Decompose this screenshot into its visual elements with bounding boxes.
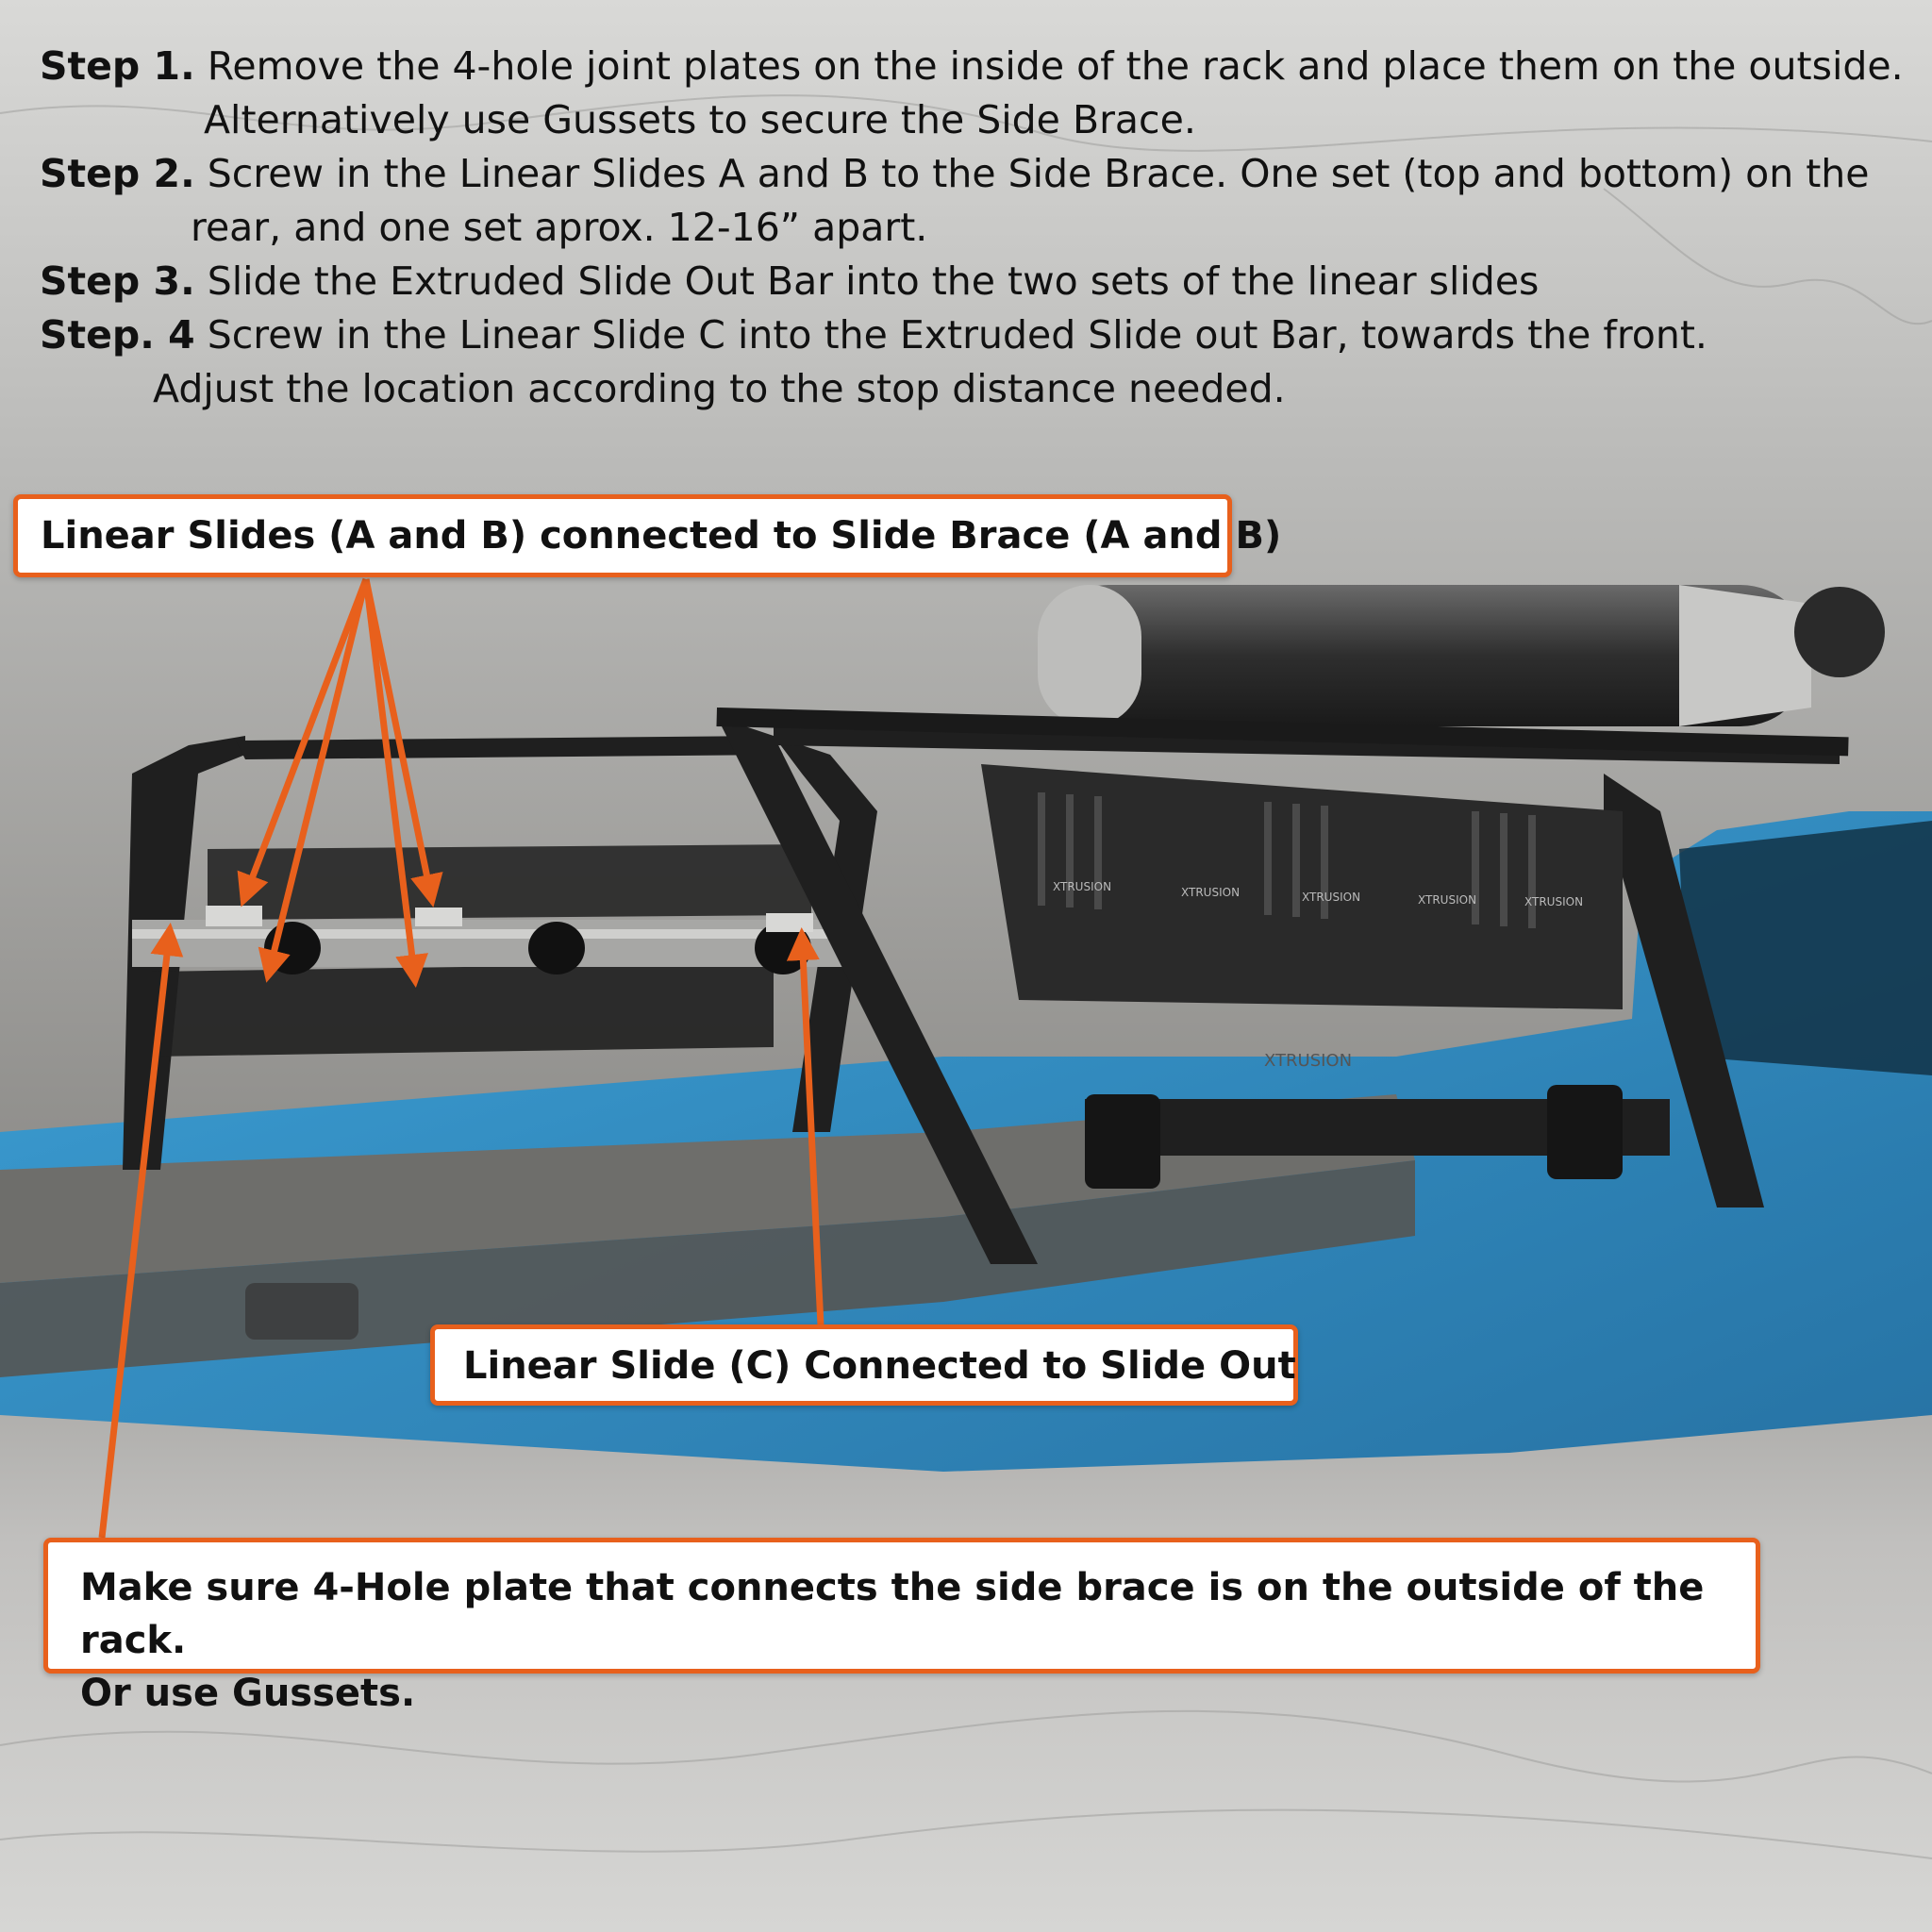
step-text: Slide the Extruded Slide Out Bar into the two sets of the linear slides: [207, 258, 1540, 304]
step-text-cont: Adjust the location according to the stop distance needed.: [153, 366, 1286, 411]
step-text: Remove the 4-hole joint plates on the inside of the rack and place them on the outside.: [207, 43, 1904, 89]
callout-linear-slide-c: Linear Slide (C) Connected to Slide Out: [430, 1324, 1298, 1406]
brand-mark: XTRUSION: [1181, 886, 1241, 899]
step-text-cont: Alternatively use Gussets to secure the Side Brace.: [204, 97, 1196, 142]
brand-mark: XTRUSION: [1524, 895, 1584, 908]
callout-line: Or use Gussets.: [80, 1672, 416, 1715]
step-text: Screw in the Linear Slide C into the Extruded Slide out Bar, towards the front.: [207, 312, 1707, 358]
step-label: Step 3.: [40, 258, 195, 304]
step-text: Screw in the Linear Slides A and B to the Side Brace. One set (top and bottom) on the: [207, 151, 1870, 196]
step-label: Step. 4: [40, 312, 195, 358]
callout-linear-slides-ab: Linear Slides (A and B) connected to Slide Brace (A and B): [13, 494, 1232, 577]
callout-line: Make sure 4-Hole plate that connects the side brace is on the outside of the rack.: [80, 1566, 1705, 1662]
brand-mark: XTRUSION: [1302, 891, 1361, 904]
callout-four-hole-plate: [43, 1538, 1760, 1715]
step-label: Step 2.: [40, 151, 195, 196]
step-2: [40, 147, 1917, 255]
step-4: [40, 308, 1917, 416]
brand-mark: XTRUSION: [1418, 893, 1477, 907]
step-3: [40, 255, 1917, 308]
step-label: Step 1.: [40, 43, 195, 89]
instructions: [40, 40, 1917, 416]
step-1: [40, 40, 1917, 147]
step-text-cont: rear, and one set aprox. 12-16” apart.: [191, 205, 928, 250]
brand-mark: XTRUSION: [1053, 880, 1112, 893]
brand-mark: XTRUSION: [1264, 1051, 1353, 1071]
